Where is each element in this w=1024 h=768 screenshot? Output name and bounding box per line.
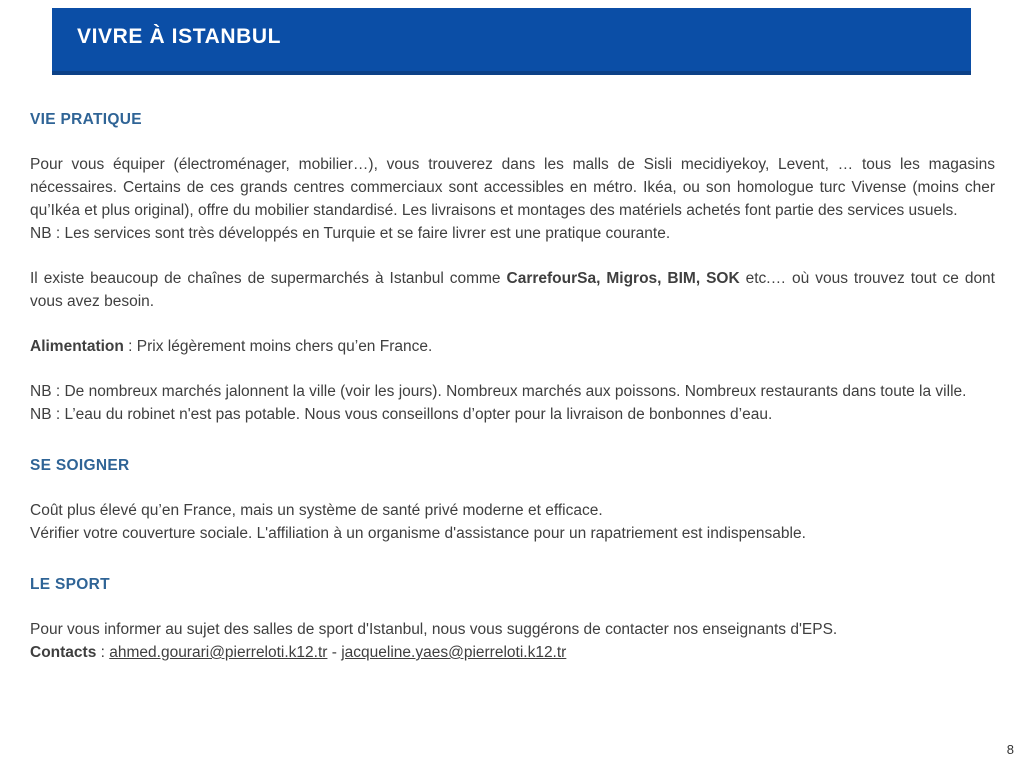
text: : Prix légèrement moins chers qu’en France.: [123, 338, 433, 355]
text: NB : Les services sont très développés en Turquie et se faire livrer est une pratique courante.: [30, 225, 671, 242]
text: NB : De nombreux marchés jalonnent la ville (voir les jours). Nombreux marchés aux poissons. Nombreux restaurants dans toute la ville.: [30, 383, 967, 400]
text-line: [30, 522, 995, 545]
section-heading: LE SPORT: [30, 576, 110, 593]
content: [30, 75, 995, 664]
text: :: [96, 644, 110, 661]
text: Pour vous équiper (électroménager, mobilier…), vous trouverez dans les malls de Sisli mecidiyekoy, Levent, … tous les magasins nécessaires. Certains de ces grands centres commerciaux sont accessibles en métro. Ikéa, ou son homologue turc Vivense (moins cher qu’Ikéa et plus original), offre du mobilier standardisé. Les livraisons et montages des matériels achetés font partie des services usuels.: [30, 156, 995, 219]
text-line: [30, 499, 995, 522]
text-line: [30, 618, 995, 641]
bold-text: CarrefourSa, Migros, BIM, SOK: [506, 270, 740, 287]
text: Pour vous informer au sujet des salles de sport d'Istanbul, nous vous suggérons de contacter nos enseignants d'EPS.: [30, 621, 838, 638]
text: Il existe beaucoup de chaînes de supermarchés à Istanbul comme: [30, 270, 507, 287]
page-title: VIVRE À ISTANBUL: [77, 24, 282, 48]
paragraph: [30, 380, 995, 426]
email-link[interactable]: jacqueline.yaes@pierreloti.k12.tr: [341, 644, 567, 661]
text: Coût plus élevé qu’en France, mais un système de santé privé moderne et efficace.: [30, 502, 603, 519]
text-line: [30, 335, 995, 358]
paragraph: [30, 335, 995, 358]
text-line: [30, 153, 995, 222]
text-line: [30, 380, 995, 403]
text: etc.… où vous trouvez tout ce dont vous avez besoin.: [30, 270, 995, 310]
section-heading: SE SOIGNER: [30, 457, 130, 474]
bold-text: Alimentation: [30, 338, 124, 355]
text: Vérifier votre couverture sociale. L'affiliation à un organisme d'assistance pour un rapatriement est indispensable.: [30, 525, 806, 542]
text-line: [30, 267, 995, 313]
text: NB : L’eau du robinet n'est pas potable. Nous vous conseillons d’opter pour la livraison de bonbonnes d’eau.: [30, 406, 773, 423]
paragraph: [30, 267, 995, 313]
paragraph: [30, 618, 995, 664]
paragraph: [30, 153, 995, 245]
text-line: [30, 403, 995, 426]
email-link[interactable]: ahmed.gourari@pierreloti.k12.tr: [109, 644, 328, 661]
text: -: [327, 644, 342, 661]
paragraph: [30, 499, 995, 545]
text-line: [30, 641, 995, 664]
section-heading: VIE PRATIQUE: [30, 111, 142, 128]
title-banner: [52, 8, 971, 75]
page-number: 8: [1006, 742, 1014, 757]
bold-text: Contacts: [30, 644, 97, 661]
text-line: [30, 222, 995, 245]
